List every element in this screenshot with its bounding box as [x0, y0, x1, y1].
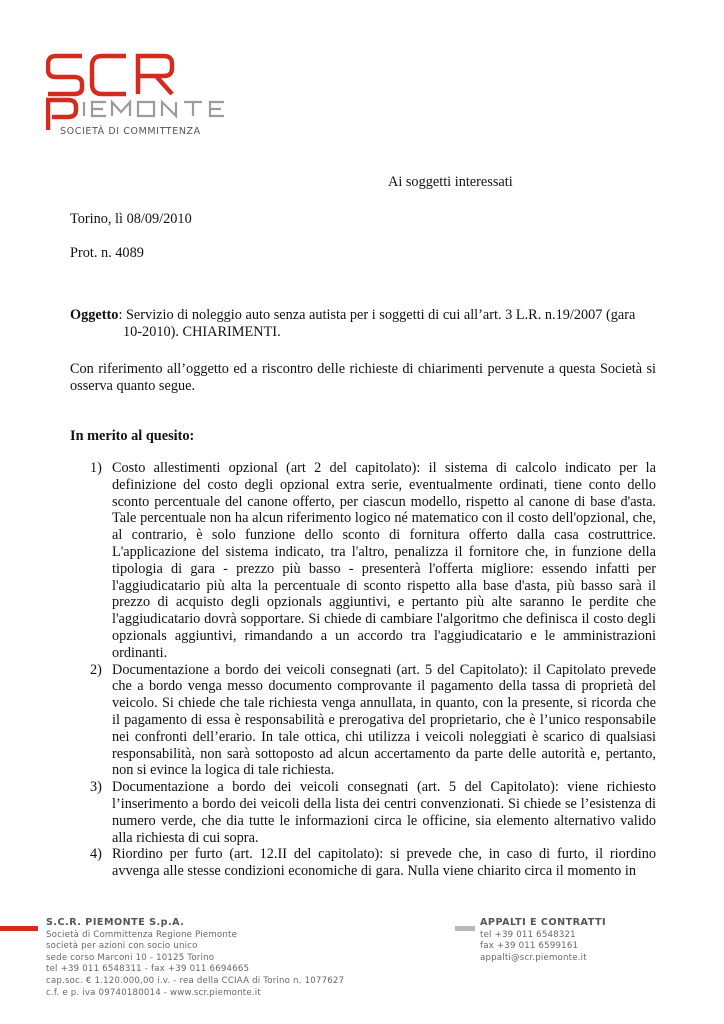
scr-piemonte-logo	[46, 50, 286, 140]
footer-line: tel +39 011 6548311 - fax +39 011 6694665	[46, 964, 250, 975]
item-number: 2)	[90, 661, 102, 678]
footer-line: Società di Committenza Regione Piemonte	[46, 929, 238, 940]
footer-line: cap.soc. € 1.120.000,00 i.v. - rea della CCIAA di Torino n. 1077627	[46, 975, 345, 986]
footer-grey-bar	[455, 926, 475, 931]
item-number: 4)	[90, 846, 102, 863]
footer-department-name: APPALTI E CONTRATTI	[480, 917, 607, 928]
logo-tagline: SOCIETÀ DI COMMITTENZA	[60, 126, 201, 137]
question-list	[90, 460, 656, 880]
protocol-number: Prot. n. 4089	[70, 245, 144, 261]
intro-paragraph: Con riferimento all’oggetto ed a riscontro delle richieste di chiarimenti pervenute a questa Società si osserva quanto segue.	[70, 361, 656, 394]
footer-fax: fax +39 011 6599161	[480, 941, 579, 952]
item-text: Documentazione a bordo dei veicoli consegnati (art. 5 del Capitolato): viene richiesto l’inserimento a bordo dei veicoli della lista dei centri convenzionati. Si chiede se l’esistenza di numero verde, che dia tutte le informazioni circa le officine, sia elemento alternativo valido alla richiesta di cui sopra.	[112, 779, 656, 846]
list-item	[90, 846, 656, 880]
item-text: Documentazione a bordo dei veicoli consegnati (art. 5 del Capitolato): il Capitolato prevede che a bordo venga messo documento comprovante il pagamento della tassa di proprietà del veicolo. Si chiede che tale richiesta venga annullata, in quanto, con la presente, si ricorda che il pagamento di essa è responsabilità e prerogativa del proprietario, che è l’unico responsabile nei confronti dell’erario. In tale ottica, chi utilizza i veicoli noleggiati è scarico di qualsiasi responsabilità, non sarà sottoposto ad alcun accertamento da parte delle autorità e, pertanto, non si evince la logica di tale richiesta.	[112, 661, 656, 779]
item-number: 1)	[90, 460, 102, 476]
page-footer	[0, 910, 724, 1024]
footer-company-name: S.C.R. PIEMONTE S.p.A.	[46, 917, 185, 928]
footer-red-bar	[0, 926, 38, 931]
footer-company-info	[46, 917, 344, 999]
footer-line: società per azioni con socio unico	[46, 941, 198, 952]
subject-line-2: 10-2010). CHIARIMENTI.	[123, 323, 281, 340]
list-item	[90, 779, 656, 846]
footer-phone: tel +39 011 6548321	[480, 929, 576, 940]
recipient: Ai soggetti interessati	[388, 174, 513, 190]
subject	[70, 307, 656, 341]
list-item	[90, 460, 656, 662]
item-number: 3)	[90, 779, 102, 796]
footer-email: appalti@scr.piemonte.it	[480, 952, 587, 963]
section-heading: In merito al quesito:	[70, 428, 195, 444]
footer-department-info	[480, 917, 606, 964]
item-text: Costo allestimenti opzional (art 2 del capitolato): il sistema di calcolo indicato per la definizione del costo degli opzional extra serie, eventualmente ordinati, tiene conto dello sconto percentuale del canone offerto, per ciascun modello, rispetto al canone di base d'asta. Tale percentuale non ha alcun riferimento logico né matematico con il costo dell'opzional, che, al contrario, è solo funzione dello sconto di fornitura offerto dalla casa costruttrice. L'applicazione del sistema indicato, tra l'altro, penalizza il fornitore che, in funzione della tipologia di gara - prezzo più basso - presenterà l'offerta migliore: essendo infatti per l'aggiudicatario più alta la percentuale di sconto rispetto alla base d'asta, più basso sarà il prezzo di acquisto degli opzionals aggiuntivi, e pertanto più alte saranno le perdite che l'aggiudicatario dovrà sopportare. Si chiede di cambiare l'algoritmo che definisca il costo degli opzionals aggiuntivi, rimandando a un accordo tra l'aggiudicatario e le amministrazioni ordinanti.	[112, 460, 656, 661]
footer-line: sede corso Marconi 10 - 10125 Torino	[46, 952, 215, 963]
place-date: Torino, lì 08/09/2010	[70, 211, 192, 227]
footer-line: c.f. e p. iva 09740180014 - www.scr.piemonte.it	[46, 987, 261, 998]
item-text: Riordino per furto (art. 12.II del capitolato): si prevede che, in caso di furto, il riordino avvenga alle stesse condizioni economiche di gara. Nulla viene chiarito circa il momento in	[112, 846, 656, 880]
subject-line-1: : Servizio di noleggio auto senza autista per i soggetti di cui all’art. 3 L.R. n.19/2007 (gara	[118, 307, 636, 323]
list-item	[90, 662, 656, 780]
subject-label: Oggetto	[70, 307, 119, 323]
